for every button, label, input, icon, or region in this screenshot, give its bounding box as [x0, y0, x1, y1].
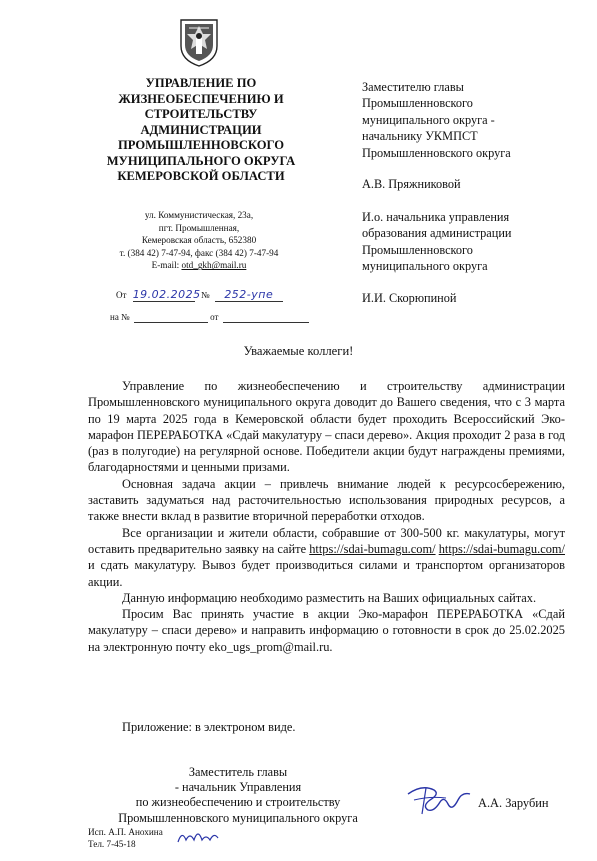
executor-signature — [176, 826, 220, 846]
body-text: Все организации и жители области, собравшие от 300-500 кг. макулатуры, могут оставить предварительно заявку на сайте — [88, 525, 565, 556]
reg-date-field — [132, 288, 201, 302]
signatory-name: А.А. Зарубин — [478, 796, 549, 810]
reg-number-field — [215, 288, 283, 302]
reply-from-label: от — [210, 312, 219, 322]
executor-phone: Тел. 7-45-18 — [88, 839, 136, 849]
body-paragraph — [88, 525, 565, 590]
org-line: СТРОИТЕЛЬСТВУ — [144, 107, 258, 121]
reg-from-label: От — [116, 290, 127, 300]
greeting: Уважаемые коллеги! — [243, 344, 354, 358]
signatory-title-line: - начальник Управления — [174, 780, 302, 795]
recipient-line: Заместителю главы — [362, 80, 464, 94]
site-link[interactable]: https://sdai-bumagu.com/ — [438, 541, 565, 556]
reply-line — [110, 312, 309, 323]
body-paragraph: Данную информацию необходимо разместить на Ваших официальных сайтах. — [122, 590, 537, 605]
organization-name — [96, 76, 306, 185]
org-line: КЕМЕРОВСКОЙ ОБЛАСТИ — [117, 169, 285, 183]
body-paragraph: Основная задача акции – привлечь внимание людей к ресурсосбережению, заставить задуматься над расточительностью использования природных ресурсов, а также внести вклад в развитие вторичной переработки отходов. — [88, 476, 565, 524]
org-line: МУНИЦИПАЛЬНОГО ОКРУГА — [106, 153, 296, 168]
email-label: E-mail: — [151, 260, 182, 271]
email-line — [108, 259, 290, 272]
handwritten-signature — [400, 780, 480, 820]
reply-number-field — [134, 312, 208, 323]
recipient-line: муниципального округа — [362, 259, 488, 274]
reply-label: на № — [110, 312, 130, 322]
coat-of-arms-emblem — [175, 16, 223, 68]
attachment-note: Приложение: в электроном виде. — [122, 720, 296, 734]
recipient-2-position — [362, 209, 582, 275]
registration-line — [116, 288, 283, 302]
signatory-title-line: Промышленновского муниципального округа — [118, 810, 358, 825]
recipient-line: И.И. Скорюпиной — [362, 291, 457, 305]
recipient-line: Промышленновского округа — [362, 145, 511, 160]
signatory-title-line: по жизнеобеспечению и строительству — [135, 795, 341, 810]
recipient-line: А.В. Пряжниковой — [362, 177, 461, 191]
recipient-line: И.о. начальника управления — [362, 210, 510, 224]
address-line: Кемеровская область, 652380 — [141, 235, 257, 246]
org-line: ЖИЗНЕОБЕСПЕЧЕНИЮ И — [118, 91, 284, 106]
executor-name: Исп. А.П. Анохина — [88, 827, 163, 837]
recipient-line: Промышленновского — [362, 96, 473, 111]
recipient-line: образования администрации — [362, 226, 512, 241]
body-paragraph: Управление по жизнеобеспечению и строительству администрации Промышленновского муниципального округа доводит до Вашего сведения, что с 3 марта по 19 марта 2025 года в Кемеровской области будет проходить Всероссийский Эко-марафон ПЕРЕРАБОТКА «Сдай макулатуру – спаси дерево». Акция проходит 2 раза в год (раз в полугодие) на регулярной основе. Победители акции будут награждены премиями, благодарностями и ценными призами. — [88, 379, 565, 475]
reply-date-field — [223, 312, 309, 323]
email-link[interactable]: otd_gkh@mail.ru — [181, 260, 247, 271]
address-line: т. (384 42) 7-47-94, факс (384 42) 7-47-94 — [119, 247, 279, 258]
reg-no-label: № — [200, 290, 210, 300]
org-line: АДМИНИСТРАЦИИ — [140, 122, 262, 137]
org-line: ПРОМЫШЛЕННОВСКОГО — [117, 138, 285, 152]
site-link[interactable]: https://sdai-bumagu.com/ — [309, 541, 436, 556]
signatory-title — [88, 765, 388, 826]
org-line: УПРАВЛЕНИЕ ПО — [145, 76, 257, 90]
recipient-line: муниципального округа - — [362, 112, 495, 127]
letter-body — [88, 378, 565, 655]
reg-date: 19.02.2025 — [132, 288, 201, 301]
address-line: пгт. Промышленная, — [158, 222, 240, 233]
recipient-2-name — [362, 290, 582, 306]
address-line: ул. Коммунистическая, 23а, — [144, 210, 254, 220]
recipient-line: начальнику УКМПСТ — [362, 129, 478, 144]
reg-number: 252-упе — [224, 288, 274, 301]
body-paragraph: Просим Вас принять участие в акции Эко-марафон ПЕРЕРАБОТКА «Сдай макулатуру – спаси дерево» и направить информацию о готовности в срок до 25.02.2025 на электронную почту eko_ugs_prom@mail.ru. — [88, 607, 565, 654]
executor-info — [88, 826, 163, 850]
body-text: и сдать макулатуру. Вывоз будет производиться силами и транспортом организаторов акции. — [88, 558, 565, 589]
recipient-1-position — [362, 79, 582, 161]
recipient-1-name — [362, 176, 582, 192]
organization-address — [108, 209, 290, 272]
recipient-line: Промышленновского — [362, 242, 473, 257]
signatory-title-line: Заместитель главы — [188, 765, 288, 779]
